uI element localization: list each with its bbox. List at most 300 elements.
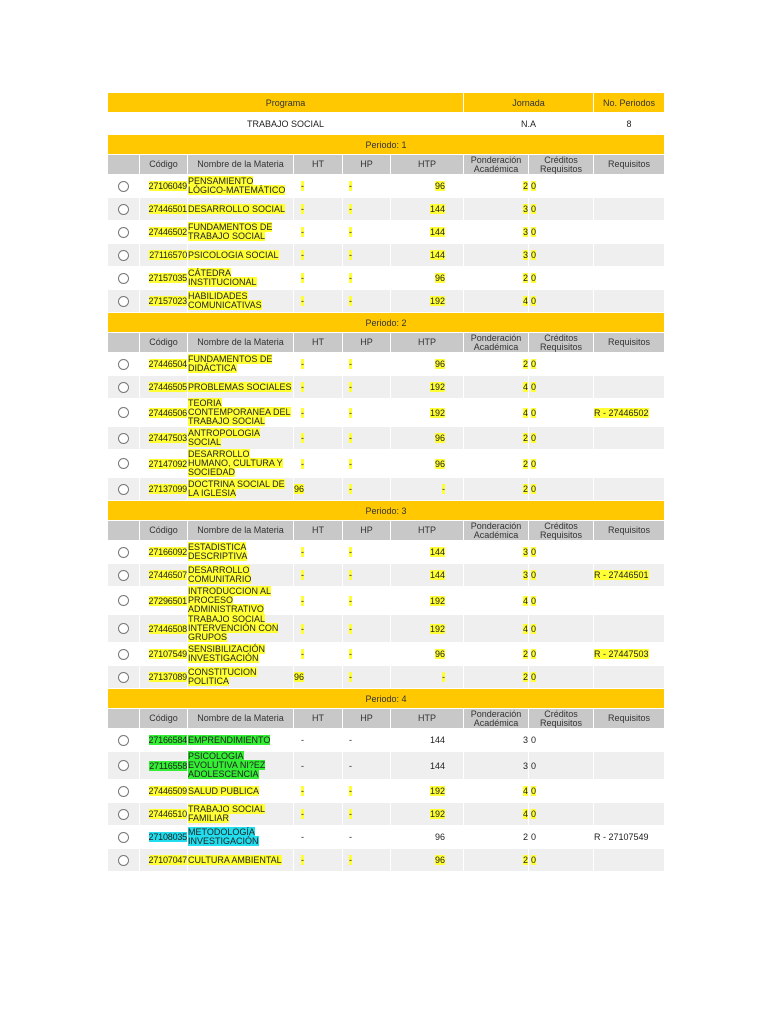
htp-value: 144 (429, 570, 446, 580)
row-select-cell[interactable] (108, 290, 139, 312)
course-name-cell (188, 221, 293, 243)
radio-button[interactable] (118, 407, 129, 418)
row-select-cell[interactable] (108, 803, 139, 825)
ht-value-cell (294, 198, 342, 220)
hp-value: - (349, 786, 352, 796)
code-col-header: Código (140, 155, 187, 174)
course-name: SALUD PUBLICA (188, 785, 260, 796)
course-name: HABILIDADES COMUNICATIVAS (188, 291, 262, 310)
hp-value-cell (343, 615, 390, 642)
htp-value-cell (391, 478, 463, 500)
course-name: CÁTEDRA INSTITUCIONAL (188, 268, 257, 287)
ponderacion-value: 4 (523, 382, 529, 392)
row-select-cell[interactable] (108, 267, 139, 289)
course-name-cell (188, 780, 293, 802)
course-code: 27446510 (148, 809, 187, 819)
ponderacion-value-cell (464, 849, 528, 871)
period-title: Periodo: 3 (108, 501, 664, 520)
creditos-value: 0 (531, 296, 537, 306)
course-name-cell (188, 564, 293, 586)
creditos-value-cell (529, 399, 593, 426)
course-name: ESTADISTICA DESCRIPTIVA (188, 542, 248, 561)
course-name-cell (188, 478, 293, 500)
htp-value: 96 (435, 458, 446, 469)
course-name-cell (188, 849, 293, 871)
creditos-value: 0 (531, 547, 537, 557)
course-name-cell (188, 198, 293, 220)
creditos-value-cell (529, 353, 593, 375)
creditos-value: 0 (531, 855, 537, 865)
creditos-value-cell (529, 780, 593, 802)
ponderacion-value-cell (464, 450, 528, 477)
ponderacion-value-cell (464, 478, 528, 500)
creditos-value-cell (529, 666, 593, 688)
ponderacion-value-cell (464, 541, 528, 563)
creditos-value-cell (529, 244, 593, 266)
htp-value: 192 (429, 809, 446, 819)
radio-button[interactable] (118, 296, 129, 307)
ht-value-cell (294, 729, 342, 751)
course-code: 27446501 (148, 204, 187, 214)
row-select-cell[interactable] (108, 175, 139, 197)
creditos-value-cell (529, 175, 593, 197)
requisitos-col-header: Requisitos (594, 155, 664, 174)
course-code-cell (140, 478, 187, 500)
row-select-cell[interactable] (108, 353, 139, 375)
hp-value-cell (343, 643, 390, 665)
ht-value: - (301, 359, 304, 369)
period-title-row (108, 501, 664, 520)
table-row[interactable] (108, 541, 664, 563)
course-name-cell (188, 290, 293, 312)
row-select-cell[interactable] (108, 450, 139, 477)
table-row[interactable] (108, 587, 664, 614)
ponderacion-col-header: Ponderación Académica (464, 709, 528, 728)
course-code-cell (140, 643, 187, 665)
radio-button[interactable] (118, 227, 129, 238)
hp-col-header: HP (343, 333, 390, 352)
htp-value-cell (391, 643, 463, 665)
row-select-cell[interactable] (108, 541, 139, 563)
radio-button[interactable] (118, 273, 129, 284)
course-code: 27446502 (148, 227, 187, 237)
course-name: ANTROPOLOGIA SOCIAL (188, 428, 261, 447)
ht-value: - (301, 181, 304, 191)
course-code-cell (140, 244, 187, 266)
program-table (107, 92, 665, 872)
hp-value-cell (343, 221, 390, 243)
ponderacion-value-cell (464, 780, 528, 802)
ht-value: - (301, 623, 304, 634)
htp-value: 96 (435, 359, 446, 369)
creditos-value-cell (529, 729, 593, 751)
ponderacion-value-cell (464, 290, 528, 312)
ht-value-cell (294, 803, 342, 825)
course-code: 27157035 (148, 273, 187, 283)
ponderacion-value-cell (464, 803, 528, 825)
name-col-header: Nombre de la Materia (188, 521, 293, 540)
table-row[interactable] (108, 666, 664, 688)
hp-value: - (349, 832, 352, 842)
creditos-col-header: Créditos Requisitos (529, 521, 593, 540)
radio-button[interactable] (118, 547, 129, 558)
course-code-cell (140, 849, 187, 871)
course-name: EMPRENDIMIENTO (188, 734, 271, 745)
code-col-header: Código (140, 333, 187, 352)
ponderacion-value: 3 (523, 204, 529, 214)
hp-value-cell (343, 826, 390, 848)
course-name-cell (188, 803, 293, 825)
hp-value-cell (343, 564, 390, 586)
program-periodos: 8 (594, 113, 664, 134)
creditos-value-cell (529, 541, 593, 563)
htp-value-cell (391, 267, 463, 289)
requisitos-value-cell (594, 399, 664, 426)
ponderacion-value-cell (464, 399, 528, 426)
row-select-cell[interactable] (108, 478, 139, 500)
row-select-cell[interactable] (108, 587, 139, 614)
creditos-value-cell (529, 849, 593, 871)
table-row[interactable] (108, 729, 664, 751)
creditos-value: 0 (531, 359, 537, 369)
radio-button[interactable] (118, 735, 129, 746)
ht-value: 96 (294, 672, 305, 682)
radio-button[interactable] (118, 204, 129, 215)
radio-button[interactable] (118, 250, 129, 261)
requisitos-value: R - 27447503 (594, 649, 649, 659)
requisitos-value: R - 27107549 (594, 832, 649, 842)
hp-value: - (349, 760, 352, 771)
ht-value-cell (294, 780, 342, 802)
creditos-value: 0 (531, 181, 537, 191)
requisitos-col-header: Requisitos (594, 521, 664, 540)
table-row[interactable] (108, 290, 664, 312)
requisitos-value-cell (594, 198, 664, 220)
row-select-cell[interactable] (108, 849, 139, 871)
creditos-value-cell (529, 478, 593, 500)
creditos-value: 0 (531, 382, 537, 392)
radio-button[interactable] (118, 623, 129, 634)
hp-value-cell (343, 450, 390, 477)
table-row[interactable] (108, 826, 664, 848)
table-row[interactable] (108, 450, 664, 477)
course-name-cell (188, 267, 293, 289)
program-jornada: N.A (464, 113, 593, 134)
row-select-cell[interactable] (108, 221, 139, 243)
requisitos-value-cell (594, 564, 664, 586)
table-row[interactable] (108, 780, 664, 802)
requisitos-value-cell (594, 615, 664, 642)
hp-value-cell (343, 541, 390, 563)
ponderacion-value-cell (464, 666, 528, 688)
course-name: TRABAJO SOCIAL INTERVENCIÓN CON GRUPOS (188, 614, 279, 642)
ponderacion-value: 3 (523, 227, 529, 237)
course-code-cell (140, 399, 187, 426)
table-row[interactable] (108, 564, 664, 586)
requisitos-value-cell (594, 376, 664, 398)
period-title: Periodo: 1 (108, 135, 664, 154)
ht-value-cell (294, 587, 342, 614)
hp-value: - (349, 570, 352, 580)
ponderacion-value-cell (464, 826, 528, 848)
table-row[interactable] (108, 803, 664, 825)
course-name-cell (188, 541, 293, 563)
ponderacion-value-cell (464, 221, 528, 243)
requisitos-value-cell (594, 478, 664, 500)
requisitos-col-header: Requisitos (594, 333, 664, 352)
col-periodos-label: No. Periodos (594, 93, 664, 112)
table-row[interactable] (108, 643, 664, 665)
ht-value-cell (294, 752, 342, 779)
requisitos-value-cell (594, 729, 664, 751)
row-select-cell[interactable] (108, 244, 139, 266)
hp-value-cell (343, 376, 390, 398)
table-row[interactable] (108, 353, 664, 375)
ht-value: - (301, 735, 304, 745)
creditos-value: 0 (531, 649, 537, 659)
course-name: INTRODUCCION AL PROCESO ADMINISTRATIVO (188, 586, 272, 614)
hp-value: - (349, 250, 352, 260)
htp-value-cell (391, 427, 463, 449)
row-select-cell[interactable] (108, 780, 139, 802)
select-col-header (108, 709, 139, 728)
table-row[interactable] (108, 399, 664, 426)
row-select-cell[interactable] (108, 752, 139, 779)
table-row[interactable] (108, 221, 664, 243)
ht-value: - (301, 855, 304, 865)
creditos-value: 0 (531, 570, 537, 580)
radio-button[interactable] (118, 359, 129, 370)
row-select-cell[interactable] (108, 729, 139, 751)
requisitos-value-cell (594, 849, 664, 871)
column-header-row (108, 333, 664, 352)
ponderacion-value-cell (464, 198, 528, 220)
hp-value: - (349, 204, 352, 214)
ponderacion-value-cell (464, 564, 528, 586)
radio-button[interactable] (118, 786, 129, 797)
ht-value: - (301, 407, 304, 418)
course-code: 27107047 (148, 855, 187, 865)
table-row[interactable] (108, 752, 664, 779)
htp-col-header: HTP (391, 709, 463, 728)
htp-value: 192 (429, 382, 446, 392)
radio-button[interactable] (118, 181, 129, 192)
creditos-value: 0 (531, 735, 537, 745)
htp-value: 192 (429, 407, 446, 418)
requisitos-value-cell (594, 221, 664, 243)
ponderacion-value: 2 (523, 855, 529, 865)
ponderacion-value-cell (464, 729, 528, 751)
htp-value-cell (391, 849, 463, 871)
requisitos-value-cell (594, 267, 664, 289)
htp-value-cell (391, 244, 463, 266)
course-name: DOCTRINA SOCIAL DE LA IGLESIA (188, 479, 285, 498)
ht-value: - (301, 433, 304, 443)
ht-value: - (301, 547, 304, 557)
row-select-cell[interactable] (108, 615, 139, 642)
course-name: DESARROLLO COMUNITARIO (188, 565, 252, 584)
requisitos-value-cell (594, 427, 664, 449)
creditos-value: 0 (531, 832, 537, 842)
ht-col-header: HT (294, 709, 342, 728)
course-code: 27166092 (148, 547, 187, 557)
table-row[interactable] (108, 267, 664, 289)
htp-value: 96 (435, 649, 446, 659)
creditos-value-cell (529, 221, 593, 243)
requisitos-value-cell (594, 175, 664, 197)
radio-button[interactable] (118, 458, 129, 469)
ht-value: - (301, 649, 304, 659)
radio-button[interactable] (118, 382, 129, 393)
ponderacion-value: 2 (523, 181, 529, 191)
htp-value: 144 (429, 204, 446, 214)
ponderacion-value: 3 (523, 570, 529, 580)
creditos-value-cell (529, 450, 593, 477)
htp-value-cell (391, 541, 463, 563)
ht-value-cell (294, 826, 342, 848)
row-select-cell[interactable] (108, 198, 139, 220)
creditos-value: 0 (531, 623, 537, 634)
htp-col-header: HTP (391, 155, 463, 174)
htp-value-cell (391, 399, 463, 426)
ht-value: - (301, 250, 304, 260)
radio-button[interactable] (118, 433, 129, 444)
ht-value: - (301, 296, 304, 306)
course-code: 27446507 (148, 570, 187, 580)
course-code: 27137099 (148, 484, 187, 494)
row-select-cell[interactable] (108, 376, 139, 398)
ht-value: - (301, 227, 304, 237)
course-code-cell (140, 427, 187, 449)
course-name-cell (188, 752, 293, 779)
ht-value-cell (294, 221, 342, 243)
htp-value-cell (391, 376, 463, 398)
course-code-cell (140, 221, 187, 243)
table-row[interactable] (108, 198, 664, 220)
hp-value-cell (343, 666, 390, 688)
course-code-cell (140, 198, 187, 220)
course-name-cell (188, 587, 293, 614)
column-header-row (108, 521, 664, 540)
row-select-cell[interactable] (108, 427, 139, 449)
radio-button[interactable] (118, 672, 129, 683)
ponderacion-value: 4 (523, 407, 529, 418)
creditos-value-cell (529, 826, 593, 848)
htp-value: 144 (429, 735, 446, 745)
course-name-cell (188, 244, 293, 266)
creditos-col-header: Créditos Requisitos (529, 709, 593, 728)
hp-value: - (349, 382, 352, 392)
row-select-cell[interactable] (108, 666, 139, 688)
hp-value: - (349, 458, 352, 469)
radio-button[interactable] (118, 649, 129, 660)
row-select-cell[interactable] (108, 399, 139, 426)
program-header-row (108, 93, 664, 112)
ponderacion-value: 4 (523, 296, 529, 306)
creditos-value: 0 (531, 484, 537, 494)
hp-value: - (349, 227, 352, 237)
ponderacion-value: 4 (523, 786, 529, 796)
hp-value: - (349, 407, 352, 418)
course-name-cell (188, 450, 293, 477)
htp-value: 96 (435, 832, 446, 842)
hp-value-cell (343, 780, 390, 802)
ht-value: - (301, 786, 304, 796)
creditos-value: 0 (531, 250, 537, 260)
table-row[interactable] (108, 849, 664, 871)
ht-value: - (301, 832, 304, 842)
ht-value: - (301, 760, 304, 771)
table-row[interactable] (108, 427, 664, 449)
creditos-value-cell (529, 427, 593, 449)
htp-value: 96 (435, 433, 446, 443)
hp-value-cell (343, 198, 390, 220)
row-select-cell[interactable] (108, 643, 139, 665)
col-program-label: Programa (108, 93, 463, 112)
period-title-row (108, 313, 664, 332)
htp-value-cell (391, 780, 463, 802)
hp-value-cell (343, 353, 390, 375)
ht-value: - (301, 204, 304, 214)
course-name-cell (188, 666, 293, 688)
radio-button[interactable] (118, 832, 129, 843)
row-select-cell[interactable] (108, 564, 139, 586)
table-row[interactable] (108, 244, 664, 266)
course-code-cell (140, 752, 187, 779)
table-row[interactable] (108, 376, 664, 398)
course-code: 27446508 (148, 623, 187, 634)
table-row[interactable] (108, 478, 664, 500)
ponderacion-value: 2 (523, 832, 529, 842)
radio-button[interactable] (118, 760, 129, 771)
ht-value: - (301, 458, 304, 469)
hp-value: - (349, 809, 352, 819)
htp-col-header: HTP (391, 521, 463, 540)
course-code-cell (140, 267, 187, 289)
htp-value-cell (391, 290, 463, 312)
table-row[interactable] (108, 175, 664, 197)
creditos-value: 0 (531, 227, 537, 237)
row-select-cell[interactable] (108, 826, 139, 848)
radio-button[interactable] (118, 855, 129, 866)
course-code-cell (140, 541, 187, 563)
program-info-row (108, 113, 664, 134)
htp-value: 96 (435, 855, 446, 865)
course-name-cell (188, 399, 293, 426)
radio-button[interactable] (118, 595, 129, 606)
htp-value: 192 (429, 296, 446, 306)
creditos-value-cell (529, 803, 593, 825)
table-row[interactable] (108, 615, 664, 642)
hp-value: - (349, 359, 352, 369)
ht-value-cell (294, 564, 342, 586)
hp-value-cell (343, 267, 390, 289)
course-name: TRABAJO SOCIAL FAMILIAR (188, 804, 266, 823)
course-name: PROBLEMAS SOCIALES (188, 381, 292, 392)
period-title: Periodo: 4 (108, 689, 664, 708)
course-name: CULTURA AMBIENTAL (188, 854, 282, 865)
ponderacion-value: 2 (523, 273, 529, 283)
radio-button[interactable] (118, 570, 129, 581)
curriculum-sheet (108, 92, 662, 872)
course-name: PSICOLOGIA EVOLUTIVA NI?EZ ADOLESCENCIA (188, 751, 266, 779)
course-name-cell (188, 353, 293, 375)
radio-button[interactable] (118, 484, 129, 495)
col-jornada-label: Jornada (464, 93, 593, 112)
radio-button[interactable] (118, 809, 129, 820)
htp-value-cell (391, 826, 463, 848)
course-code-cell (140, 376, 187, 398)
